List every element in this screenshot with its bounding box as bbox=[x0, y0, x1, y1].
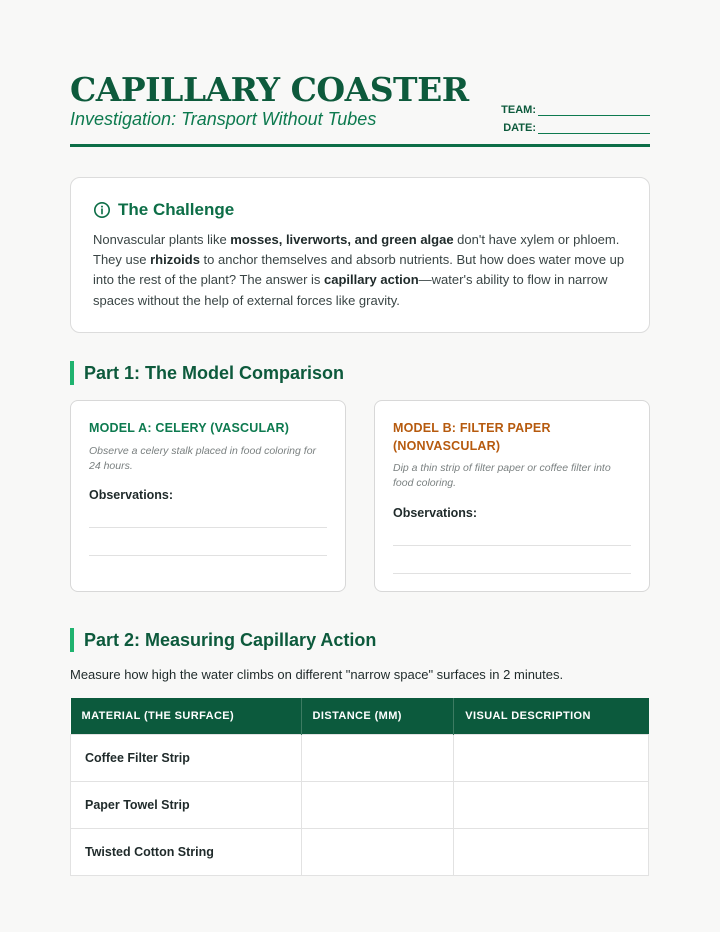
model-a-observation-line[interactable] bbox=[89, 555, 327, 556]
challenge-text-bold: capillary action bbox=[324, 272, 419, 288]
model-b-observations-label: Observations: bbox=[393, 506, 478, 520]
model-a-description: Observe a celery stalk placed in food coloring for 24 hours. bbox=[89, 445, 317, 472]
part1-heading bbox=[70, 361, 344, 385]
distance-cell[interactable] bbox=[301, 735, 454, 782]
section-accent-bar bbox=[70, 361, 74, 385]
model-b-title: MODEL B: FILTER PAPER (NONVASCULAR) bbox=[393, 421, 551, 453]
material-cell: Twisted Cotton String bbox=[71, 829, 302, 876]
material-cell: Paper Towel Strip bbox=[71, 782, 302, 829]
challenge-text-span: —water's ability to flow in narrow spaces without the help of external forces like gravity. bbox=[93, 272, 608, 308]
model-b-observation-line[interactable] bbox=[393, 545, 631, 546]
challenge-text bbox=[93, 230, 627, 311]
challenge-text-span: to anchor themselves and absorb nutrients. But how does water move up into the rest of the plant? The answer is bbox=[93, 252, 625, 288]
part2-heading bbox=[70, 628, 376, 652]
description-cell[interactable] bbox=[454, 829, 649, 876]
challenge-heading bbox=[93, 200, 234, 220]
model-a-card bbox=[70, 400, 346, 592]
team-date-fields bbox=[490, 98, 650, 134]
model-a-observation-line[interactable] bbox=[89, 527, 327, 528]
column-header-description: VISUAL DESCRIPTION bbox=[454, 698, 649, 735]
distance-cell[interactable] bbox=[301, 829, 454, 876]
date-field[interactable] bbox=[490, 116, 650, 134]
challenge-text-bold: rhizoids bbox=[150, 252, 200, 268]
distance-cell[interactable] bbox=[301, 782, 454, 829]
page-subtitle: Investigation: Transport Without Tubes bbox=[70, 109, 377, 129]
table-row bbox=[71, 735, 649, 782]
material-cell: Coffee Filter Strip bbox=[71, 735, 302, 782]
challenge-text-span: don't have xylem or phloem. They use bbox=[93, 232, 620, 268]
part2-instructions: Measure how high the water climbs on different "narrow space" surfaces in 2 minutes. bbox=[70, 667, 564, 682]
page-title: CAPILLARY COASTER bbox=[70, 70, 469, 109]
model-b-observation-line[interactable] bbox=[393, 573, 631, 574]
team-blank-line[interactable] bbox=[538, 103, 650, 116]
challenge-card bbox=[70, 177, 650, 333]
model-a-observations-label: Observations: bbox=[89, 488, 174, 502]
model-b-description: Dip a thin strip of filter paper or coffee filter into food coloring. bbox=[393, 462, 611, 489]
section-accent-bar bbox=[70, 628, 74, 652]
team-label: TEAM: bbox=[501, 104, 536, 116]
date-label: DATE: bbox=[503, 122, 536, 134]
part1-title: Part 1: The Model Comparison bbox=[84, 362, 345, 383]
model-a-title: MODEL A: CELERY (VASCULAR) bbox=[89, 421, 290, 435]
measurement-table bbox=[70, 698, 649, 876]
info-circle-icon bbox=[93, 201, 111, 219]
table-header-row bbox=[71, 698, 649, 735]
description-cell[interactable] bbox=[454, 735, 649, 782]
part2-title: Part 2: Measuring Capillary Action bbox=[84, 629, 377, 650]
challenge-text-bold: mosses, liverworts, and green algae bbox=[230, 232, 454, 247]
team-field[interactable] bbox=[490, 98, 650, 116]
table-row bbox=[71, 782, 649, 829]
model-b-card bbox=[374, 400, 650, 592]
header bbox=[70, 70, 650, 150]
column-header-distance: DISTANCE (MM) bbox=[301, 698, 454, 735]
table-row bbox=[71, 829, 649, 876]
column-header-material: MATERIAL (THE SURFACE) bbox=[71, 698, 302, 735]
challenge-title: The Challenge bbox=[118, 200, 235, 219]
header-divider bbox=[70, 144, 650, 147]
description-cell[interactable] bbox=[454, 782, 649, 829]
challenge-text-span: Nonvascular plants like bbox=[93, 232, 231, 247]
date-blank-line[interactable] bbox=[538, 121, 650, 134]
